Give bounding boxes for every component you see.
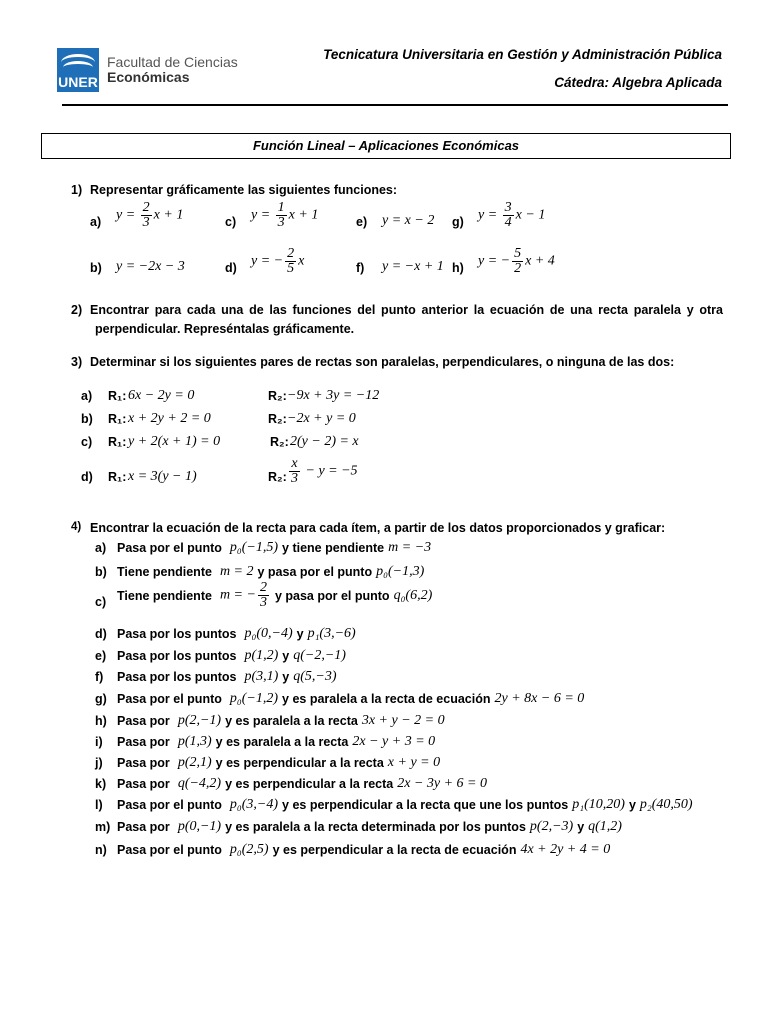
q2-line1: Encontrar para cada una de las funciones del punto anterior la ecuación de una recta paralela y otra [90, 303, 723, 317]
q1-function-lhs: y = x − 2 [382, 213, 435, 228]
q4-item [117, 713, 445, 729]
q4-item-text: y es perpendicular a la recta que une los puntos [282, 798, 569, 812]
q4-item-math: 2x − 3y + 6 = 0 [397, 776, 488, 791]
q1-function [116, 259, 185, 275]
header-divider [62, 104, 728, 106]
q4-item-text: y es perpendicular a la recta de ecuación [272, 843, 517, 857]
r2-label: R₂: [268, 389, 287, 403]
r2-label: R₂: [270, 435, 289, 449]
q4-item-text: Pasa por los puntos [117, 670, 237, 684]
q4-item-text: y [282, 670, 290, 684]
q4-text: Encontrar la ecuación de la recta para cada ítem, a partir de los datos proporcionados y graficar: [90, 521, 666, 535]
logo-line2: Económicas [107, 69, 190, 85]
q1-item-label: d) [225, 261, 237, 275]
q4-item-text: y es paralela a la recta determinada por los puntos [225, 820, 526, 834]
fraction-denominator: 4 [504, 215, 512, 230]
q4-item-label: m) [95, 820, 111, 834]
q1-function-rhs: x + 1 [288, 207, 319, 223]
uner-logo-icon [57, 48, 99, 92]
q4-item-text: Pasa por [117, 777, 170, 791]
r1-label: R₁: [108, 470, 127, 484]
r1-equation: 6x − 2y = 0 [128, 388, 195, 403]
r2-equation: −9x + 3y = −12 [287, 388, 380, 403]
q3-item-label: b) [81, 412, 93, 426]
q4-item [117, 669, 337, 685]
fraction-denominator: 3 [277, 215, 285, 230]
q3-text: Determinar si los siguientes pares de rectas son paralelas, perpendiculares, o ninguna de las dos: [90, 355, 675, 369]
fraction [258, 581, 269, 610]
logo-line1: Facultad de Ciencias [107, 54, 238, 70]
fraction-denominator: 2 [514, 261, 522, 276]
document-title: Función Lineal – Aplicaciones Económicas [41, 133, 731, 159]
q4-item-text: y tiene pendiente [282, 541, 385, 555]
q1-function [251, 247, 304, 276]
q4-item-label: d) [95, 627, 107, 641]
r2-equation [287, 457, 358, 486]
q4-item-math: p(1,3) [177, 734, 212, 749]
fraction-numerator: 5 [514, 246, 522, 261]
q4-item-text: Pasa por los puntos [117, 627, 237, 641]
q1-item-label: g) [452, 215, 464, 229]
q4-item-text: Pasa por [117, 714, 170, 728]
q4-item-text: Pasa por el punto [117, 692, 222, 706]
r2-equation: −2x + y = 0 [287, 411, 356, 426]
q4-item-text: Tiene pendiente [117, 588, 212, 603]
q4-item [117, 581, 432, 610]
fraction-numerator: 3 [504, 200, 512, 215]
q3-item-label: a) [81, 389, 93, 403]
q1-function-rhs: x + 1 [153, 207, 184, 223]
q4-item-label: b) [95, 565, 107, 579]
q4-item-text: Pasa por el punto [117, 843, 222, 857]
q4-item-math: x + y = 0 [387, 755, 441, 770]
q4-item-text: Pasa por el punto [117, 798, 222, 812]
fraction [289, 457, 300, 486]
q4-item [117, 540, 431, 556]
q4-item-math: q₀(6,2) [393, 587, 433, 603]
fraction-numerator: 2 [259, 580, 267, 595]
q3-number: 3) [71, 355, 83, 369]
fraction-numerator: x [289, 457, 300, 472]
q4-item-math: q(1,2) [588, 819, 622, 834]
q4-item-text: y pasa por el punto [257, 565, 373, 579]
fraction-denominator: 3 [259, 595, 267, 610]
q4-item-label: h) [95, 714, 107, 728]
q4-item-text: Tiene pendiente [117, 565, 212, 579]
q4-item-text: y [296, 627, 304, 641]
fraction-denominator: 5 [287, 261, 295, 276]
q4-item-math: 3x + y − 2 = 0 [361, 713, 445, 728]
q4-number: 4) [71, 521, 82, 533]
q1-function-rhs: x + 4 [525, 253, 555, 269]
q4-item-math: m = 2 [219, 564, 254, 579]
q4-item-math: p₀(−1,5) [229, 540, 279, 555]
q1-function-lhs: y = − [251, 253, 284, 269]
q4-item [117, 797, 693, 813]
q4-item-text: y es perpendicular a la recta [225, 777, 394, 791]
q1-number: 1) [71, 183, 83, 197]
q4-item-math: 4x + 2y + 4 = 0 [520, 842, 611, 857]
q1-function-rhs: x [298, 253, 305, 269]
q4-item [117, 755, 440, 771]
r1-equation: x = 3(y − 1) [128, 469, 197, 484]
fraction [503, 201, 514, 230]
fraction-numerator: 2 [287, 246, 295, 261]
r2-label: R₂: [268, 470, 287, 484]
q4-item-math: p₁(10,20) [572, 797, 625, 812]
q4-item-text: Pasa por el punto [117, 541, 222, 555]
q1-function [251, 201, 318, 230]
q4-item-math: p₀(3,−4) [229, 797, 279, 812]
fraction [141, 201, 152, 230]
q4-item-text: Pasa por los puntos [117, 649, 237, 663]
q1-item-label: b) [90, 261, 102, 275]
faculty-logo [57, 48, 238, 92]
q4-item [117, 564, 424, 580]
q4-item-label: i) [95, 735, 103, 749]
q4-item-label: a) [95, 541, 107, 555]
q4-item-label: f) [95, 670, 104, 684]
q4-item-math: p₀(2,5) [229, 842, 269, 857]
q1-item-label: f) [356, 261, 365, 275]
fraction-denominator: 3 [291, 471, 298, 486]
q4-item-math: p(3,1) [244, 669, 279, 684]
q4-item-math: p₂(40,50) [639, 797, 693, 812]
q4-item-math: p(2,−3) [529, 819, 574, 834]
q4-item-math: 2x − y + 3 = 0 [352, 734, 436, 749]
q1-function-lhs: y = [116, 207, 139, 223]
q4-item-label: g) [95, 692, 107, 706]
q4-item [117, 626, 356, 642]
q4-item-text: Pasa por [117, 820, 170, 834]
q4-item-text: y es paralela a la recta [225, 714, 358, 728]
q4-item [117, 819, 622, 835]
q4-item-text: y es paralela a la recta de ecuación [282, 692, 491, 706]
q1-function-lhs: y = [251, 207, 274, 223]
q4-item-label: k) [95, 777, 107, 791]
q4-item-math: p(0,−1) [177, 819, 222, 834]
q4-item-math: p₀(0,−4) [244, 626, 293, 641]
r1-equation: x + 2y + 2 = 0 [128, 411, 211, 426]
q1-function-lhs: y = − [478, 253, 511, 269]
r2-equation: 2(y − 2) = x [290, 434, 359, 449]
q4-item-text: y es paralela a la recta [215, 735, 349, 749]
q4-item-text: Pasa por [117, 756, 170, 770]
q4-item-math: q(−4,2) [177, 776, 222, 791]
q4-item-math: p₀(−1,3) [376, 564, 425, 579]
q1-item-label: e) [356, 215, 368, 229]
q4-item [117, 734, 435, 750]
q4-item-label: c) [95, 595, 107, 609]
fraction-denominator: 3 [142, 215, 150, 230]
q1-function-lhs: y = [478, 207, 501, 223]
logo-badge: UNER [58, 74, 98, 90]
q1-function [478, 201, 545, 230]
q1-item-label: a) [90, 215, 102, 229]
q4-item-text: y [282, 649, 290, 663]
q1-function [382, 259, 444, 275]
header-course: Cátedra: Algebra Aplicada [554, 75, 722, 90]
q4-item-label: l) [95, 798, 103, 812]
r2-label: R₂: [268, 412, 287, 426]
q1-function [382, 213, 434, 229]
q4-item-label: e) [95, 649, 107, 663]
q4-item-math: p(2,1) [177, 755, 212, 770]
q4-item-text: y [628, 798, 636, 812]
q1-item-label: c) [225, 215, 237, 229]
q1-text: Representar gráficamente las siguientes funciones: [90, 183, 398, 197]
q4-item [117, 648, 346, 664]
q1-function-lhs: y = −2x − 3 [116, 259, 185, 274]
r1-label: R₁: [108, 435, 127, 449]
q1-function-lhs: y = −x + 1 [382, 259, 444, 274]
q4-item [117, 842, 610, 858]
r1-equation: y + 2(x + 1) = 0 [128, 434, 221, 449]
q4-item-math: p₀(−1,2) [229, 691, 279, 706]
r1-label: R₁: [108, 389, 127, 403]
q4-item-math: m = −3 [388, 540, 432, 555]
q4-item-label: n) [95, 843, 107, 857]
fraction-numerator: 1 [277, 200, 285, 215]
fraction [285, 247, 296, 276]
q4-item-math: q(5,−3) [293, 669, 337, 684]
fraction [276, 201, 287, 230]
q4-item-math: 2y + 8x − 6 = 0 [494, 691, 585, 706]
r1-label: R₁: [108, 412, 127, 426]
q4-item-math: q(−2,−1) [293, 648, 346, 663]
q4-item-math: p(1,2) [244, 648, 279, 663]
q4-item-label: j) [95, 756, 103, 770]
q1-function [116, 201, 183, 230]
header-program: Tecnicatura Universitaria en Gestión y Administración Pública [323, 47, 722, 62]
q4-item [117, 776, 487, 792]
q2-line2: perpendicular. Represéntalas gráficamente. [95, 322, 355, 336]
q4-item-math: p₁(3,−6) [307, 626, 356, 641]
q4-item [117, 691, 584, 707]
q4-item-text: y pasa por el punto [274, 588, 390, 603]
fraction [512, 247, 523, 276]
q4-item-math: m = − $\frac{2}{3}$ [219, 580, 267, 610]
q4-item-math: p(2,−1) [177, 713, 222, 728]
fraction-numerator: 2 [142, 200, 150, 215]
q4-item-text: y es perpendicular a la recta [215, 756, 384, 770]
q1-function-rhs: x − 1 [515, 207, 546, 223]
q2-number: 2) [71, 303, 83, 317]
q1-item-label: h) [452, 261, 464, 275]
q4-item-text: y [577, 820, 585, 834]
r2-equation-rest: − y = −5 [305, 463, 358, 479]
q3-item-label: c) [81, 435, 93, 449]
q4-item-text: Pasa por [117, 735, 170, 749]
q3-item-label: d) [81, 470, 93, 484]
q1-function [478, 247, 555, 276]
